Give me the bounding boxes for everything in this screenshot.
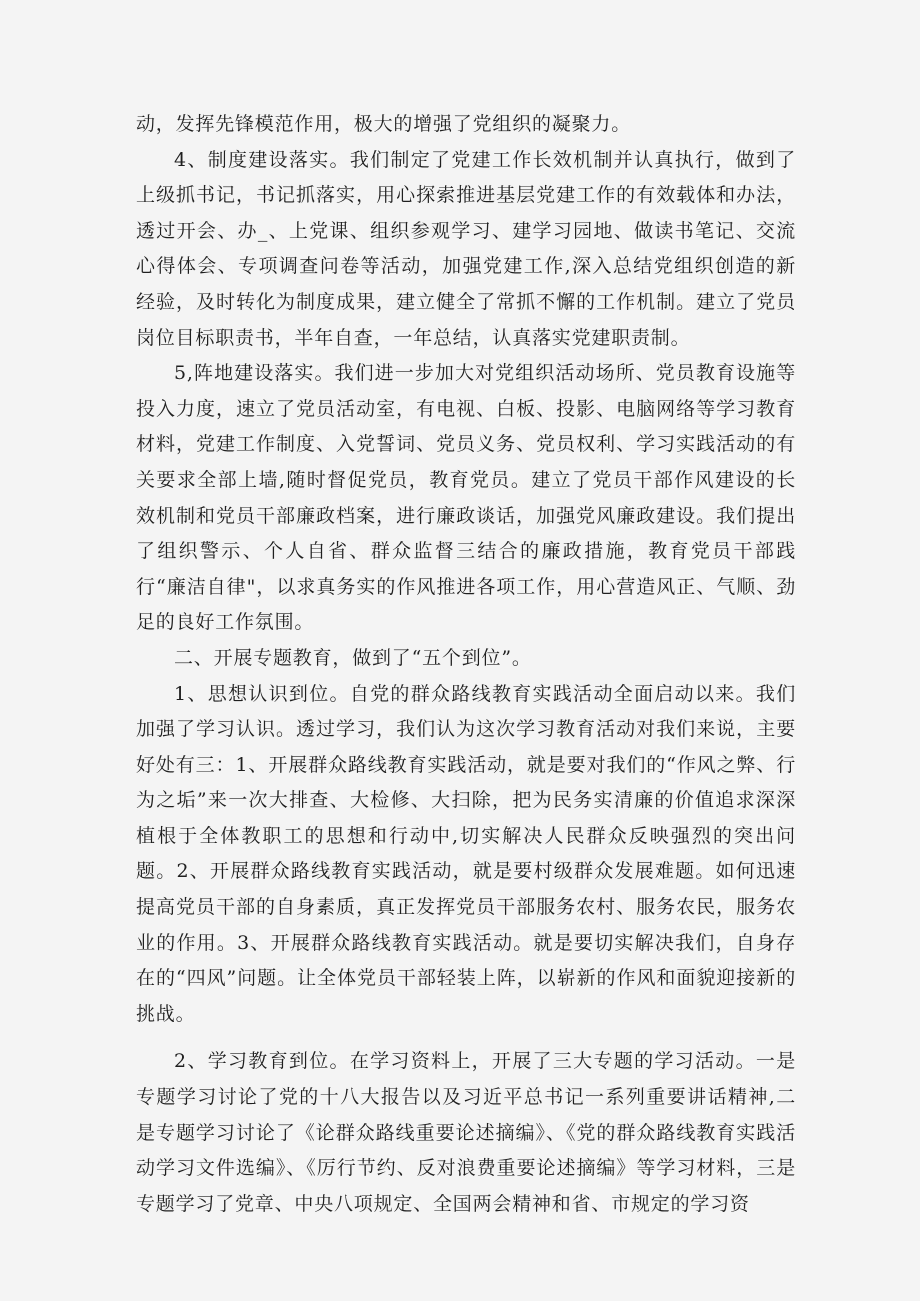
section-heading-special-education: 二、开展专题教育，做到了“五个到位”。: [174, 646, 532, 669]
paragraph-position-building: 5,阵地建设落实。我们进一步加大对党组织活动场所、党员教育设施等投入力度，速立了党员活动室，有电视、白板、投影、电脑网络等学习教育材料，党建工作制度、入党誓词、党员义务、党员权利、学习实践活动的有关要求全部上墙,随时督促党员，教育党员。建立了党员干部作风建设的长效机制和党员干部廉政档案，进行廉政谈话，加强党风廉政建设。我们提出了组织警示、个人自省、群众监督三结合的廉政措施，教育党员干部践行“廉洁自律"，以求真务实的作风推进各项工作，用心营造风正、气顺、劲足的良好工作氛围。: [136, 362, 796, 634]
paragraph-ideological-understanding: 1、思想认识到位。自党的群众路线教育实践活动全面启动以来。我们加强了学习认识。透过学习，我们认为这次学习教育活动对我们来说，主要好处有三：1、开展群众路线教育实践活动，就是要对我们的“作风之弊、行为之垢”来一次大排查、大检修、大扫除，把为民务实清廉的价值追求深深植根于全体教职工的思想和行动中,切实解决人民群众反映强烈的突出问题。2、开展群众路线教育实践活动，就是要村级群众发展难题。如何迅速提高党员干部的自身素质，真正发挥党员干部服务农村、服务农民，服务农业的作用。3、开展群众路线教育实践活动。就是要切实解决我们，自身存在的“四风”问题。让全体党员干部轻装上阵，以崭新的作风和面貌迎接新的挑战。: [136, 682, 796, 1025]
paragraph-continuation: 动，发挥先锋模范作用，极大的增强了党组织的凝聚力。: [136, 113, 632, 135]
paragraph-institution-building: 4、制度建设落实。我们制定了党建工作长效机制并认真执行，做到了上级抓书记，书记抓落实，用心探索推进基层党建工作的有效载体和办法，透过开会、办_、上党课、组织参观学习、建学习园地、做读书笔记、交流心得体会、专项调查问卷等活动，加强党建工作,深入总结党组织创造的新经验，及时转化为制度成果，建立健全了常抓不懈的工作机制。建立了党员岗位目标职责书，半年自查，一年总结，认真落实党建职责制。: [136, 148, 796, 349]
paragraph-study-education: 2、学习教育到位。在学习资料上，开展了三大专题的学习活动。一是专题学习讨论了党的十八大报告以及习近平总书记一系列重要讲话精神,二是专题学习讨论了《论群众路线重要论述摘编》、《党的群众路线教育实践活动学习文件选编》、《厉行节约、反对浪费重要论述摘编》等学习材料，三是专题学习了党章、中央八项规定、全国两会精神和省、市规定的学习资: [136, 1050, 796, 1215]
